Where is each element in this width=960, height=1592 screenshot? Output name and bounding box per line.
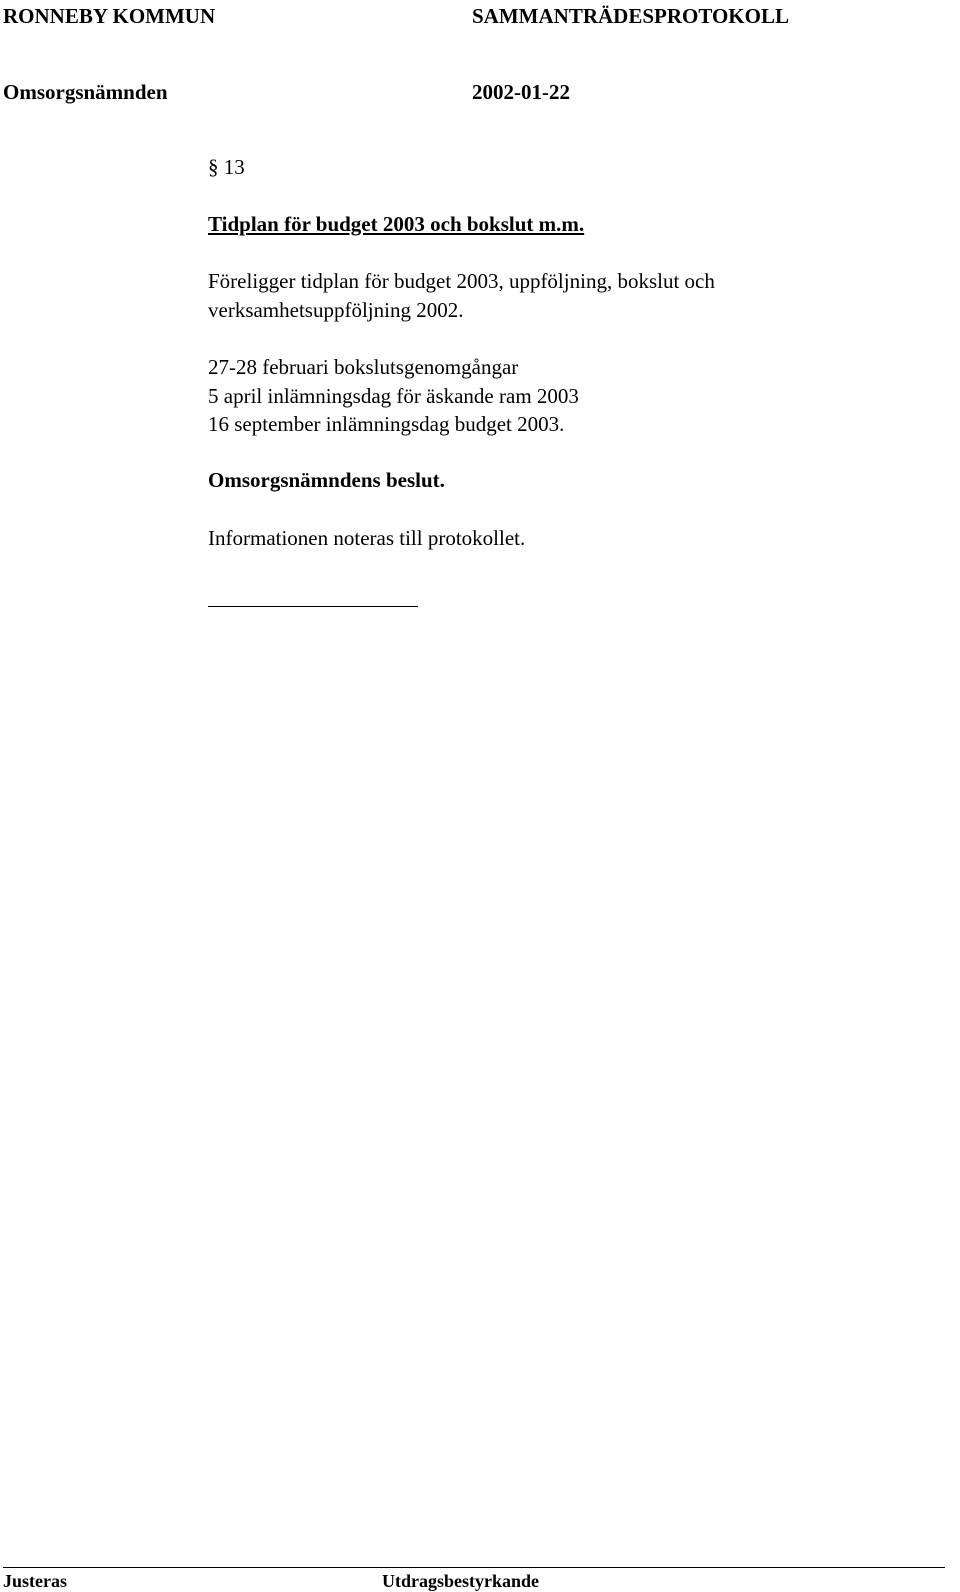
schedule-item: 5 april inlämningsdag för äskande ram 2003 — [208, 384, 579, 408]
decision-heading: Omsorgsnämndens beslut. — [208, 468, 445, 492]
schedule-item: 27-28 februari bokslutsgenomgångar — [208, 355, 519, 379]
municipality-name: RONNEBY KOMMUN — [3, 4, 216, 28]
section-title: Tidplan för budget 2003 och bokslut m.m. — [208, 212, 585, 236]
section-end-rule — [208, 606, 418, 607]
meeting-date: 2002-01-22 — [472, 80, 570, 104]
schedule-item: 16 september inlämningsdag budget 2003. — [208, 412, 565, 436]
intro-line-1: Föreligger tidplan för budget 2003, uppföljning, bokslut och — [208, 269, 715, 293]
board-name: Omsorgsnämnden — [3, 80, 168, 104]
document-type: SAMMANTRÄDESPROTOKOLL — [472, 4, 789, 28]
section-number: § 13 — [208, 155, 245, 179]
decision-text: Informationen noteras till protokollet. — [208, 526, 526, 550]
justeras-label: Justeras — [3, 1571, 67, 1591]
intro-line-2: verksamhetsuppföljning 2002. — [208, 298, 464, 322]
footer-rule — [3, 1567, 945, 1568]
utdragsbestyrkande-label: Utdragsbestyrkande — [382, 1571, 540, 1591]
